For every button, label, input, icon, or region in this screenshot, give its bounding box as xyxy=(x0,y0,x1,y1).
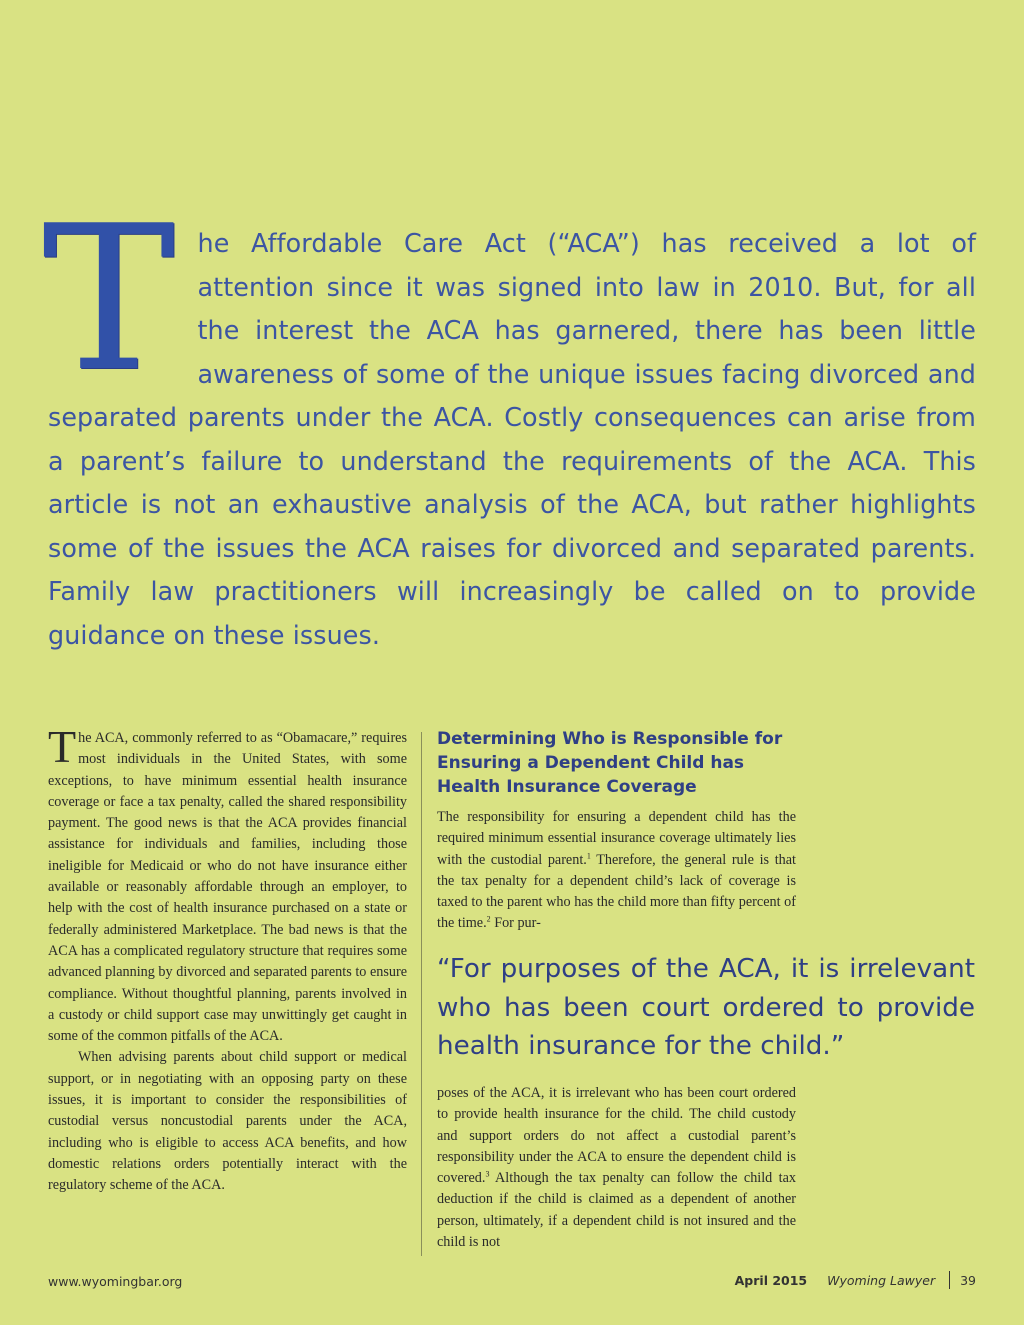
left-p1-text: he ACA, commonly referred to as “Obamacare,” requires most individuals in the United States, with some exceptions, to have minimum essential health insurance coverage or face a tax penalty, called the shared responsibility payment. The good news is that the ACA provides financial assistance for individuals and families, including those ineligible for Medicaid or who do not have insurance either available or reasonably affordable through an employer, to help with the cost of health insurance purchased on a state or federally administered Marketplace. The bad news is that the ACA has a complicated regulatory structure that requires some advanced planning by divorced and separated parents to ensure compliance. Without thoughtful planning, parents involved in a custody or child support case may unwittingly get caught in some of the common pitfalls of the ACA. xyxy=(48,730,407,1045)
right-p1-text-a: The responsibility for ensuring a dependent child has the required minimum essential insurance coverage ultimately lies with the custodial parent. xyxy=(437,809,796,868)
intro-text: he Affordable Care Act (“ACA”) has received a lot of attention since it was signed into law in 2010. But, for all the interest the ACA has garnered, there has been little awareness of some of the unique issues facing divorced and separated parents under the ACA. Costly consequences can arise from a parent’s failure to understand the requirements of the ACA. This article is not an exhaustive analysis of the ACA, but rather highlights some of the issues the ACA raises for divorced and separated parents. Family law practitioners will increasingly be called on to provide guidance on these issues. xyxy=(48,228,976,650)
intro-paragraph xyxy=(42,183,976,657)
right-paragraph-1 xyxy=(437,807,796,935)
left-paragraph-1 xyxy=(48,721,407,1047)
left-paragraph-2: When advising parents about child support or medical support, or in negotiating with an opposing party on these issues, it is important to consider the responsibilities of custodial versus noncustodial parents under the ACA, including who is eligible to access ACA benefits, and how domestic relations orders potentially interact with the regulatory scheme of the ACA. xyxy=(48,1049,407,1194)
right-p1-text-c: For pur- xyxy=(490,915,541,932)
footer-publication: Wyoming Lawyer xyxy=(827,1272,936,1288)
footer-info xyxy=(735,1271,976,1289)
column-divider xyxy=(421,732,422,1256)
right-p2-text-b: Although the tax penalty can follow the child tax deduction if the child is claimed as a dependent of another person, ultimately, if a dependent child is not insured and the child is not xyxy=(437,1170,796,1251)
left-column xyxy=(48,721,407,1197)
page-number: 39 xyxy=(960,1272,976,1288)
pull-quote: “For purposes of the ACA, it is irrelevant who has been court ordered to provide health insurance for the child.” xyxy=(437,954,975,1061)
intro-dropcap: T xyxy=(42,183,176,416)
footer-separator xyxy=(949,1271,950,1289)
footnote-ref-1: 1 xyxy=(586,850,591,860)
footer-website: www.wyomingbar.org xyxy=(48,1274,183,1289)
footnote-ref-3: 3 xyxy=(485,1169,490,1179)
right-p2-text-a: poses of the ACA, it is irrelevant who has been court ordered to provide health insurance for the child. The child custody and support orders do not affect a custodial parent’s responsibility under the ACA to ensure the dependent child is covered. xyxy=(437,1085,796,1187)
footer-date: April 2015 xyxy=(734,1272,808,1288)
right-p1-text-b: Therefore, the general rule is that the tax penalty for a dependent child’s lack of coverage is taxed to the parent who has the child more than fifty percent of the time. xyxy=(437,851,796,932)
left-dropcap: T xyxy=(48,721,77,772)
footnote-ref-2: 2 xyxy=(486,914,491,924)
right-paragraph-2 xyxy=(437,1083,796,1253)
section-heading: Determining Who is Responsible for Ensuring a Dependent Child has Health Insurance Coverage xyxy=(437,729,783,797)
